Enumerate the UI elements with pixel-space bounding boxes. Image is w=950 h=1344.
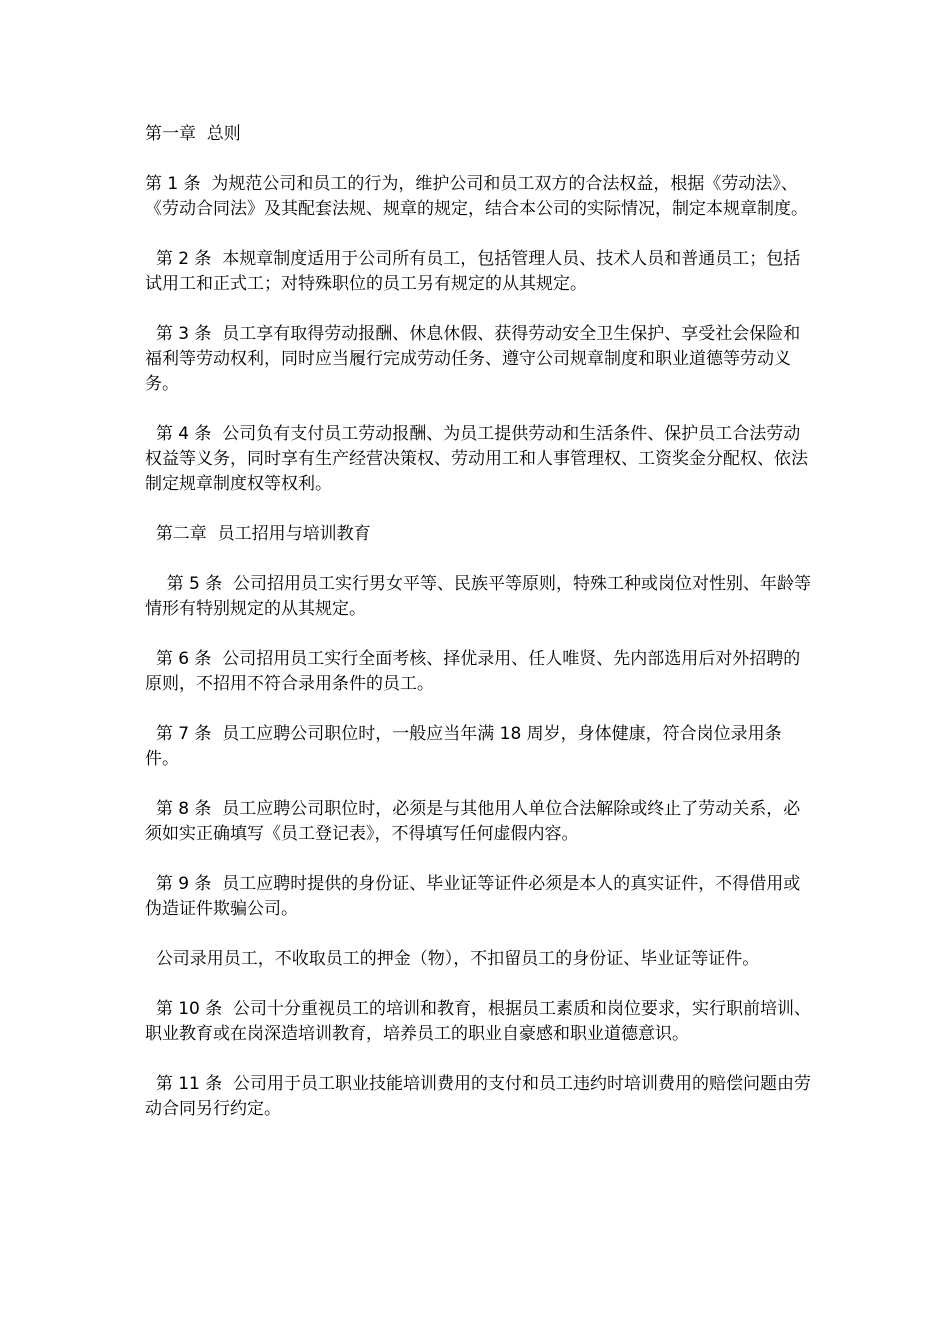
article-2: 第 2 条 本规章制度适用于公司所有员工，包括管理人员、技术人员和普通员工；包括试用工和正式工；对特殊职位的员工另有规定的从其规定。 [145, 249, 801, 294]
article-6: 第 6 条 公司招用员工实行全面考核、择优录用、任人唯贤、先内部选用后对外招聘的原则，不招用不符合录用条件的员工。 [145, 649, 801, 694]
article-3: 第 3 条 员工享有取得劳动报酬、休息休假、获得劳动安全卫生保护、享受社会保险和福利等劳动权利，同时应当履行完成劳动任务、遵守公司规章制度和职业道德等劳动义务。 [145, 324, 801, 394]
article-4: 第 4 条 公司负有支付员工劳动报酬、为员工提供劳动和生活条件、保护员工合法劳动权益等义务，同时享有生产经营决策权、劳动用工和人事管理权、工资奖金分配权、依法制定规章制度权等权利。 [145, 424, 808, 494]
article-9: 第 9 条 员工应聘时提供的身份证、毕业证等证件必须是本人的真实证件，不得借用或伪造证件欺骗公司。 [145, 874, 801, 919]
article-10: 第 10 条 公司十分重视员工的培训和教育，根据员工素质和岗位要求，实行职前培训、职业教育或在岗深造培训教育，培养员工的职业自豪感和职业道德意识。 [145, 999, 812, 1044]
article-7: 第 7 条 员工应聘公司职位时，一般应当年满 18 周岁，身体健康，符合岗位录用条件。 [145, 724, 782, 769]
article-11: 第 11 条 公司用于员工职业技能培训费用的支付和员工违约时培训费用的赔偿问题由劳动合同另行约定。 [145, 1074, 812, 1119]
chapter-2-heading: 第二章 员工招用与培训教育 [145, 524, 371, 544]
chapter-1-heading: 第一章 总则 [145, 124, 241, 144]
article-9-supplement: 公司录用员工，不收取员工的押金（物），不扣留员工的身份证、毕业证等证件。 [145, 949, 760, 969]
article-1: 第 1 条 为规范公司和员工的行为，维护公司和员工双方的合法权益，根据《劳动法》、《劳动合同法》及其配套法规、规章的规定，结合本公司的实际情况，制定本规章制度。 [145, 174, 808, 219]
article-8: 第 8 条 员工应聘公司职位时，必须是与其他用人单位合法解除或终止了劳动关系，必须如实正确填写《员工登记表》，不得填写任何虚假内容。 [145, 799, 801, 844]
article-5: 第 5 条 公司招用员工实行男女平等、民族平等原则，特殊工种或岗位对性别、年龄等情形有特别规定的从其规定。 [145, 574, 812, 619]
document-body [145, 122, 815, 1122]
